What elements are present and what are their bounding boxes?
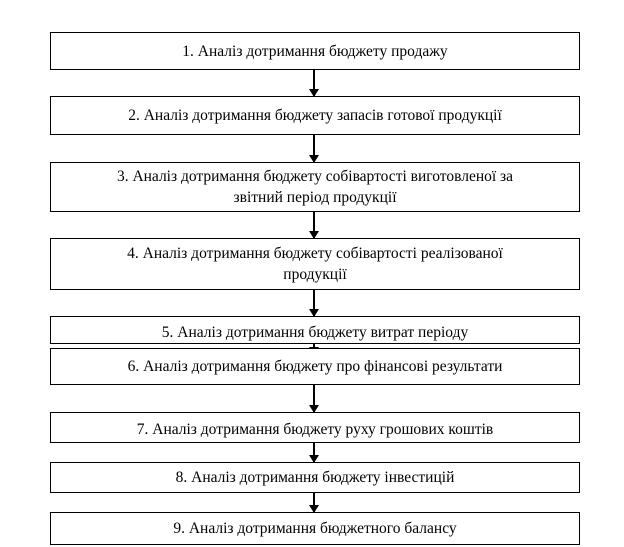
step-3-box (50, 162, 580, 212)
flow-arrow-1-to-2 (313, 70, 315, 96)
step-6-box (50, 348, 580, 385)
flow-arrow-4-to-5 (313, 290, 315, 316)
step-4-box (50, 238, 580, 290)
step-2-box (50, 96, 580, 135)
step-4-label-line-2: продукції (283, 266, 347, 283)
step-9-box (50, 512, 580, 545)
step-3-label-line-2: звітний період продукції (233, 189, 397, 206)
flow-arrow-2-to-3 (313, 135, 315, 162)
step-9-label: 9. Аналіз дотримання бюджетного балансу (173, 520, 457, 537)
step-8-label: 8. Аналіз дотримання бюджету інвестицій (175, 469, 455, 486)
step-1-label: 1. Аналіз дотримання бюджету продажу (182, 42, 448, 60)
step-7-label: 7. Аналіз дотримання бюджету руху грошових коштів (136, 421, 494, 438)
flow-arrow-3-to-4 (313, 212, 315, 238)
step-6-label: 6. Аналіз дотримання бюджету про фінансові результати (127, 358, 503, 375)
step-7-box (50, 412, 580, 443)
step-5-label: 5. Аналіз дотримання бюджету витрат періоду (161, 324, 469, 341)
flow-arrow-7-to-8 (313, 443, 315, 462)
step-4-label-line-1: 4. Аналіз дотримання бюджету собівартості реалізованої (127, 245, 503, 262)
flow-arrow-8-to-9 (313, 493, 315, 512)
step-3-label-line-1: 3. Аналіз дотримання бюджету собівартості виготовленої за (116, 168, 514, 185)
step-2-label: 2. Аналіз дотримання бюджету запасів готової продукції (128, 107, 502, 124)
step-8-box (50, 462, 580, 493)
step-5-box (50, 316, 580, 344)
step-1-box (50, 32, 580, 70)
flow-arrow-6-to-7 (313, 385, 315, 412)
